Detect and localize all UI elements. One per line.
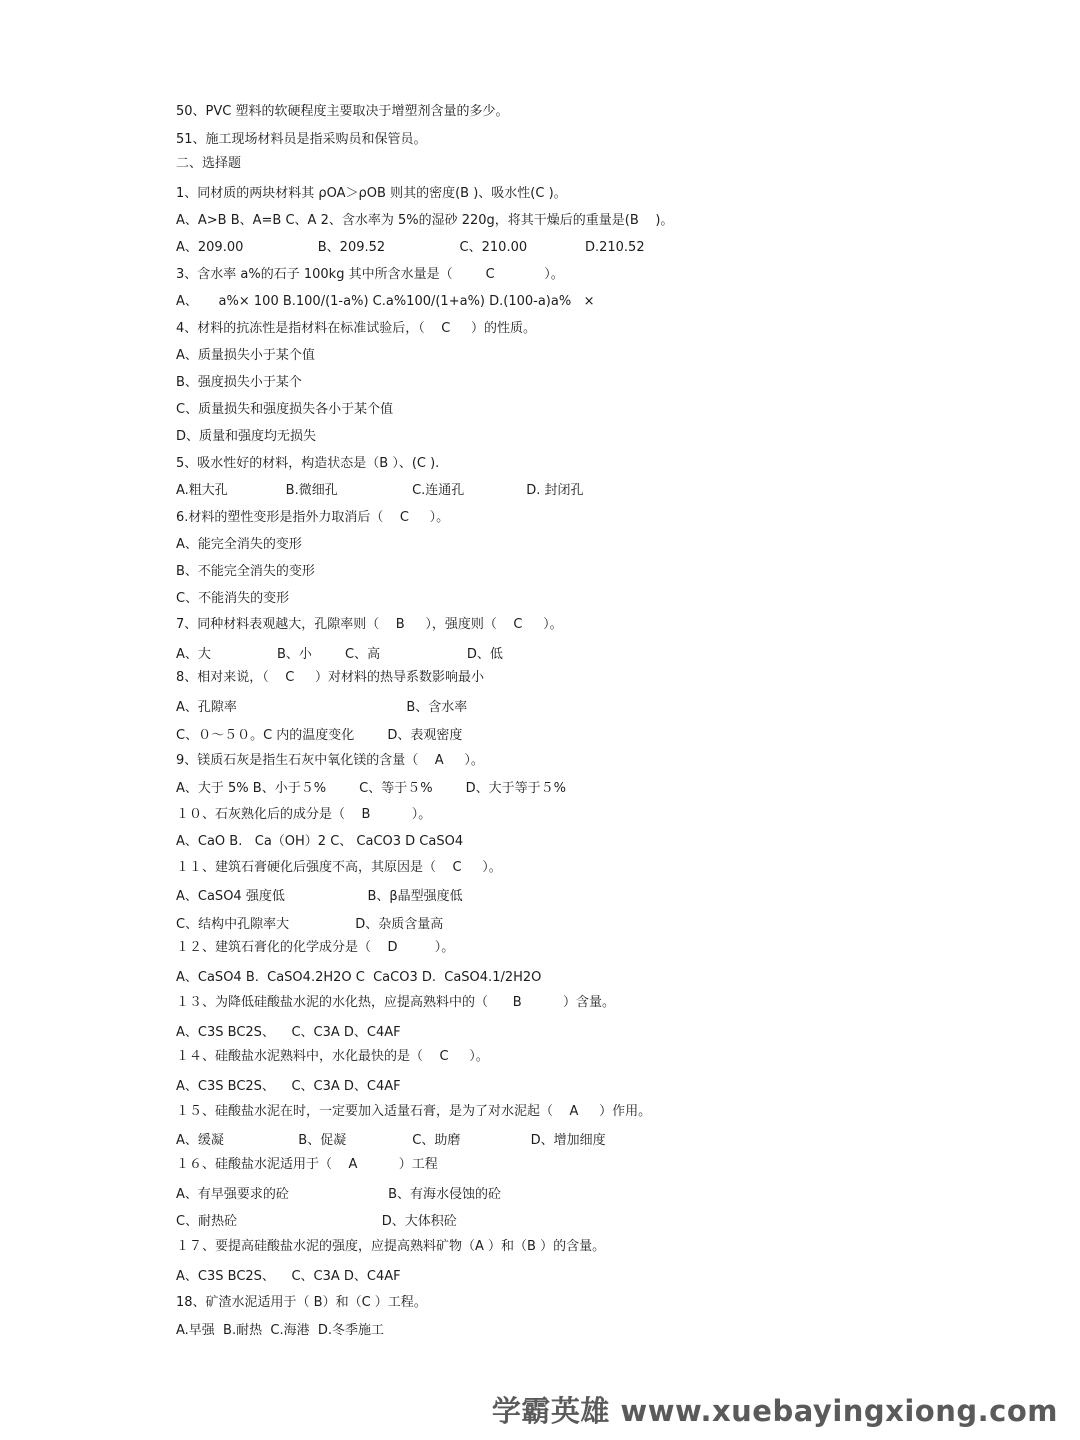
options-16ab: A、有早强要求的砼 B、有海水侵蚀的砼 (176, 1187, 501, 1202)
options-17: A、C3S BC2S、 C、C3A D、C4AF (176, 1269, 401, 1284)
line-50: 50、PVC 塑料的软硬程度主要取决于增塑剂含量的多少。 (176, 104, 509, 119)
question-4: 4、材料的抗冻性是指材料在标准试验后，（ C ）的性质。 (176, 321, 537, 336)
options-11ab: A、CaSO4 强度低 B、β晶型强度低 (176, 889, 463, 904)
options-8ab: A、孔隙率 B、含水率 (176, 700, 468, 715)
section-heading: 二、选择题 (176, 156, 242, 171)
options-2: A、209.00 B、209.52 C、210.00 D.210.52 (176, 240, 645, 255)
options-9: A、大于 5% B、小于５% C、等于５% D、大于等于５% (176, 781, 566, 796)
question-15: １５、硅酸盐水泥在时，一定要加入适量石膏，是为了对水泥起（ A ）作用。 (176, 1104, 652, 1119)
options-8cd: C、０～５０。C 内的温度变化 D、表观密度 (176, 728, 463, 743)
options-13: A、C3S BC2S、 C、C3A D、C4AF (176, 1025, 401, 1040)
option-4b: B、强度损失小于某个 (176, 375, 302, 390)
question-1: 1、同材质的两块材料其 ρOA＞ρOB 则其的密度(B )、吸水性(C )。 (176, 186, 567, 201)
question-6: 6.材料的塑性变形是指外力取消后（ C ）。 (176, 510, 450, 525)
question-11: １１、建筑石膏硬化后强度不高，其原因是（ C ）。 (176, 860, 502, 875)
question-2: A、A>B B、A=B C、A 2、含水率为 5%的湿砂 220g，将其干燥后的重量是(B )。 (176, 213, 674, 228)
options-15: A、缓凝 B、促凝 C、助磨 D、增加细度 (176, 1133, 606, 1148)
options-16cd: C、耐热砼 D、大体积砼 (176, 1214, 457, 1229)
option-4c: C、质量损失和强度损失各小于某个值 (176, 402, 394, 417)
question-5: 5、吸水性好的材料，构造状态是（B ）、(C ). (176, 456, 440, 471)
option-4d: D、质量和强度均无损失 (176, 429, 317, 444)
question-17: １７、要提高硅酸盐水泥的强度，应提高熟料矿物（A ）和（B ）的含量。 (176, 1239, 606, 1254)
question-10: １０、石灰熟化后的成分是（ B ）。 (176, 807, 432, 822)
question-16: １６、硅酸盐水泥适用于（ A ）工程 (176, 1157, 438, 1172)
options-3: A、 a%× 100 B.100/(1-a%) C.a%100/(1+a%) D.(100-a)a% × (176, 294, 595, 309)
question-13: １３、为降低硅酸盐水泥的水化热，应提高熟料中的（ B ）含量。 (176, 995, 616, 1010)
watermark: 学霸英雄 www.xuebayingxiong.com (491, 1394, 1058, 1428)
question-3: 3、含水率 a%的石子 100kg 其中所含水量是（ C ）。 (176, 267, 564, 282)
options-11cd: C、结构中孔隙率大 D、杂质含量高 (176, 917, 444, 932)
question-12: １２、建筑石膏化的化学成分是（ D ）。 (176, 940, 455, 955)
options-14: A、C3S BC2S、 C、C3A D、C4AF (176, 1079, 401, 1094)
options-12: A、CaSO4 B. CaSO4.2H2O C CaCO3 D. CaSO4.1/2H2O (176, 970, 542, 985)
question-14: １４、硅酸盐水泥熟料中，水化最快的是（ C ）。 (176, 1049, 489, 1064)
option-4a: A、质量损失小于某个值 (176, 348, 315, 363)
options-7: A、大 B、小 C、高 D、低 (176, 647, 503, 662)
question-9: 9、镁质石灰是指生石灰中氧化镁的含量（ A ）。 (176, 753, 484, 768)
options-5: A.粗大孔 B.微细孔 C.连通孔 D. 封闭孔 (176, 483, 584, 498)
options-18: A.早强 B.耐热 C.海港 D.冬季施工 (176, 1323, 384, 1338)
option-6c: C、不能消失的变形 (176, 591, 290, 606)
option-6a: A、能完全消失的变形 (176, 537, 302, 552)
option-6b: B、不能完全消失的变形 (176, 564, 315, 579)
question-7: 7、同种材料表观越大，孔隙率则（ B ），强度则（ C ）。 (176, 617, 563, 632)
line-51: 51、施工现场材料员是指采购员和保管员。 (176, 132, 427, 147)
options-10: A、CaO B. Ca（OH）2 C、 CaCO3 D CaSO4 (176, 834, 464, 849)
question-18: 18、矿渣水泥适用于（ B）和（C ）工程。 (176, 1295, 427, 1310)
question-8: 8、相对来说，（ C ）对材料的热导系数影响最小 (176, 670, 485, 685)
